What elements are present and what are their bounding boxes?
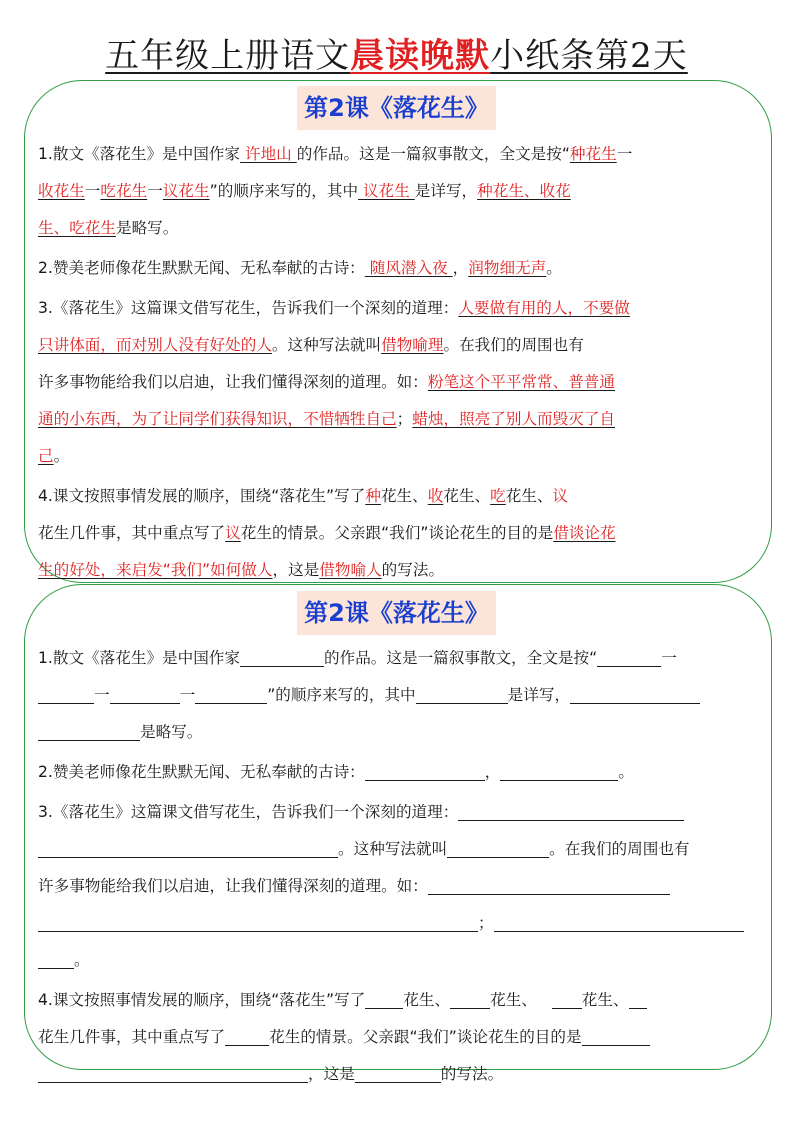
text: 是详写，: [507, 686, 571, 704]
text: 一: [179, 686, 196, 704]
answer-q3-line-1: [38, 290, 756, 327]
answer-q3-line-2: [38, 327, 756, 364]
blank-input[interactable]: [38, 720, 140, 741]
text: ，这是: [308, 1065, 355, 1083]
text: 是略写。: [140, 723, 203, 741]
answer: 借谈论花: [553, 524, 616, 542]
blank-input[interactable]: [447, 837, 549, 858]
answer: 生、吃花生: [38, 219, 116, 237]
practice-section: [38, 640, 756, 1093]
text: 是略写。: [115, 219, 179, 237]
practice-q3-line-2: [38, 831, 756, 868]
blank-input[interactable]: [365, 988, 403, 1009]
text: 是详写，: [414, 182, 478, 200]
text: ，这是: [272, 561, 320, 579]
text: 2.赞美老师像花生默默无闻、无私奉献的古诗：: [38, 763, 365, 781]
answer-section: [38, 136, 756, 589]
practice-q4-line-3: [38, 1056, 756, 1093]
text: 3.《落花生》这篇课文借写花生，告诉我们一个深刻的道理：: [38, 299, 459, 317]
blank-input[interactable]: [552, 988, 582, 1009]
blank-input[interactable]: [597, 646, 661, 667]
blank-input[interactable]: [195, 683, 267, 704]
blank-input[interactable]: [416, 683, 508, 704]
title-part-2: 晨读晚默: [350, 36, 491, 76]
practice-q1-line-3: [38, 714, 756, 751]
answer: 通的小东西，为了让同学们获得知识，不惜牺牲自己: [38, 410, 397, 428]
text: 许多事物能给我们以启迪，让我们懂得深刻的道理。如：: [38, 877, 428, 895]
answer: 种花生、收花: [477, 182, 571, 200]
blank-input[interactable]: [38, 911, 478, 932]
text: 花生几件事，其中重点写了: [38, 524, 226, 542]
text: ；: [396, 410, 413, 428]
page-title: [0, 34, 793, 78]
blank-input[interactable]: [38, 837, 338, 858]
text: 。在我们的周围也有: [443, 336, 584, 354]
answer: 议花生: [358, 182, 415, 200]
text: 花生、: [443, 487, 491, 505]
blank-input[interactable]: [458, 800, 684, 821]
lesson-title-practice: 第2课《落花生》: [297, 591, 496, 635]
text: ；: [478, 914, 494, 932]
answer: 只讲体面，而对别人没有好处的人: [38, 336, 272, 354]
text: 的写法。: [440, 1065, 504, 1083]
blank-input[interactable]: [225, 1025, 269, 1046]
text: 一: [147, 182, 163, 200]
lesson-title-answers: 第2课《落花生》: [297, 86, 496, 130]
answer: 收: [427, 487, 444, 505]
answer: 许地山: [240, 145, 297, 163]
answer-q1-line-1: [38, 136, 756, 173]
answer: 己: [38, 447, 54, 465]
answer: 收花生: [38, 182, 85, 200]
text: 一: [616, 145, 633, 163]
blank-input[interactable]: [110, 683, 180, 704]
text: 。: [53, 447, 70, 465]
text: 4.课文按照事情发展的顺序，围绕“落花生”写了: [38, 487, 366, 505]
title-part-1: 五年级上册语文: [105, 36, 351, 76]
blank-input[interactable]: [38, 1062, 308, 1083]
answer: 议: [225, 524, 241, 542]
answer-q3-line-4: [38, 401, 756, 438]
text: 4.课文按照事情发展的顺序，围绕“落花生”写了: [38, 991, 366, 1009]
text: 许多事物能给我们以启迪，让我们懂得深刻的道理。如：: [38, 373, 428, 391]
text: 花生、: [403, 991, 451, 1009]
practice-q3-line-4: [38, 905, 756, 942]
practice-q4-line-1: [38, 982, 756, 1019]
answer-q4-line-1: [38, 478, 756, 515]
text: ，: [452, 259, 469, 277]
answer: 种花生: [569, 145, 617, 163]
text: 花生、: [490, 991, 537, 1009]
text: ，: [484, 763, 501, 781]
answer: 人要做有用的人，不要做: [458, 299, 630, 317]
practice-q3-line-5: [38, 942, 756, 979]
text: 花生、: [505, 487, 553, 505]
answer: 粉笔这个平平常常、普普通: [427, 373, 615, 391]
text: 一: [84, 182, 101, 200]
blank-input[interactable]: [500, 760, 618, 781]
blank-input[interactable]: [355, 1062, 441, 1083]
text: 花生、: [581, 991, 629, 1009]
text: 。这种写法就叫: [271, 336, 382, 354]
text: 。: [74, 951, 90, 969]
text: 。: [546, 259, 562, 277]
blank-input[interactable]: [570, 683, 700, 704]
blank-input[interactable]: [428, 874, 670, 895]
text: ”的顺序来写的，其中: [209, 182, 359, 200]
answer: 蜡烛，照亮了别人而毁灭了自: [412, 410, 616, 428]
blank-input[interactable]: [450, 988, 490, 1009]
practice-q3-line-1: [38, 794, 756, 831]
text: 花生的情景。父亲跟“我们”谈论花生的目的是: [269, 1028, 582, 1046]
blank-input[interactable]: [38, 683, 94, 704]
text: 花生、: [380, 487, 428, 505]
text: 。: [618, 763, 634, 781]
text: 。这种写法就叫: [338, 840, 448, 858]
text: 的作品。这是一篇叙事散文，全文是按“: [296, 145, 570, 163]
text: 花生几件事，其中重点写了: [38, 1028, 226, 1046]
answer: 议花生: [162, 182, 210, 200]
text: 花生的情景。父亲跟“我们”谈论花生的目的是: [240, 524, 554, 542]
text: ”的顺序来写的，其中: [267, 686, 416, 704]
practice-q1-line-1: [38, 640, 756, 677]
title-part-3: 小纸条第2天: [490, 36, 688, 76]
answer: 随风潜入夜: [364, 259, 453, 277]
text: 1.散文《落花生》是中国作家: [38, 145, 241, 163]
text: 2.赞美老师像花生默默无闻、无私奉献的古诗：: [38, 259, 365, 277]
answer-q4-line-2: [38, 515, 756, 552]
answer: 借物喻人: [319, 561, 382, 579]
answer: 吃: [490, 487, 506, 505]
text: 1.散文《落花生》是中国作家: [38, 649, 241, 667]
practice-q1-line-2: [38, 677, 756, 714]
practice-q4-line-2: [38, 1019, 756, 1056]
answer: 吃花生: [100, 182, 148, 200]
text: 的作品。这是一篇叙事散文，全文是按“: [324, 649, 598, 667]
answer: 借物喻理: [381, 336, 444, 354]
answer: 种: [365, 487, 381, 505]
text: 的写法。: [381, 561, 445, 579]
answer-q3-line-3: [38, 364, 756, 401]
blank-input[interactable]: [629, 988, 647, 1009]
answer-q3-line-5: [38, 438, 756, 475]
text: 。在我们的周围也有: [549, 840, 690, 858]
blank-input[interactable]: [582, 1025, 650, 1046]
answer: 生的好处，来启发“我们”如何做人: [38, 561, 273, 579]
answer: 润物细无声: [468, 259, 547, 277]
answer-q1-line-2: [38, 173, 756, 210]
text: 3.《落花生》这篇课文借写花生，告诉我们一个深刻的道理：: [38, 803, 459, 821]
blank-input[interactable]: [494, 911, 744, 932]
blank-input[interactable]: [365, 760, 485, 781]
text: 一: [661, 649, 677, 667]
practice-q2-line-1: [38, 754, 756, 791]
practice-q3-line-3: [38, 868, 756, 905]
blank-input[interactable]: [240, 646, 324, 667]
text: 一: [94, 686, 110, 704]
answer: 议: [552, 487, 569, 505]
answer-q2-line-1: [38, 250, 756, 287]
answer-q1-line-3: [38, 210, 756, 247]
blank-input[interactable]: [38, 948, 74, 969]
